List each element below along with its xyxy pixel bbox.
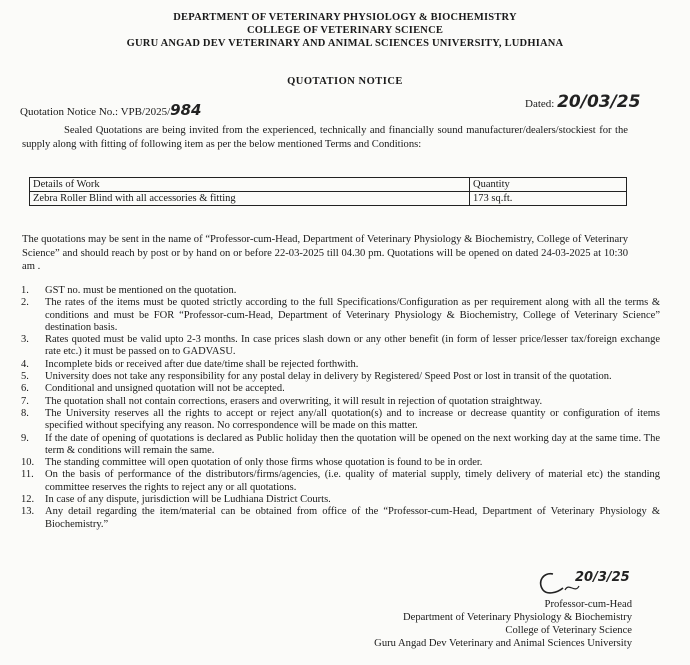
list-item [0,408,660,433]
signatory-university: Guru Angad Dev Veterinary and Animal Sciences University [374,638,632,649]
list-item [0,297,660,334]
term-number: 9. [21,432,29,444]
date-handwritten: 20/03/25 [557,92,641,112]
term-text: Incomplete bids or received after due date/time shall be rejected forthwith. [45,358,359,370]
term-number: 7. [21,395,29,407]
term-text: The standing committee will open quotation of only those firms whose quotation is found to be in order. [45,457,483,469]
table-cell: Zebra Roller Blind with all accessories & fitting [30,192,470,206]
work-details-table [29,177,627,206]
submission-paragraph: The quotations may be sent in the name of “Professor-cum-Head, Department of Veterinary Physiology & Biochemistry, College of Veterinary Science” and should reach by post or by hand on or before 22-03-2025 till 04.30 pm. Quotations will be opened on dated 24-03-2025 at 10:30 am . [22,234,628,273]
table-header-cell: Details of Work [30,178,470,192]
college-heading: COLLEGE OF VETERINARY SCIENCE [246,25,444,36]
intro-paragraph: Sealed Quotations are being invited from the experienced, technically and financially sound manufacturer/dealers/stockiest for the supply along with fitting of following item as per the below mentioned Terms and Conditions: [22,125,628,150]
term-number: 12. [21,494,35,506]
term-number: 10. [21,457,35,469]
term-text: Conditional and unsigned quotation will not be accepted. [45,383,285,395]
signatory-title: Professor-cum-Head [544,599,632,610]
term-text: In case of any dispute, jurisdiction will be Ludhiana District Courts. [45,494,331,506]
department-heading: DEPARTMENT OF VETERINARY PHYSIOLOGY & BIOCHEMISTRY [173,12,517,23]
list-item [0,371,660,383]
notice-title: QUOTATION NOTICE [287,76,403,87]
term-number: 13. [21,506,35,518]
notice-date [525,92,640,112]
term-text: The quotation shall not contain corrections, erasers and overwriting, it will result in rejection of quotation straightway. [45,395,543,407]
university-heading: GURU ANGAD DEV VETERINARY AND ANIMAL SCIENCES UNIVERSITY, LUDHIANA [126,38,564,49]
term-number: 3. [21,334,29,346]
term-text: Rates quoted must be valid upto 2-3 months. In case prices slash down or any other benefit (in form of lesser price/lesser tax/foreign exchange rate etc.) it must be passed on to GADVASU. [45,334,660,358]
list-item [0,494,660,506]
list-item [0,457,660,469]
table-header-cell: Quantity [470,178,627,192]
term-number: 1. [21,285,29,296]
term-text: University does not take any responsibility for any postal delay in delivery by Registered/ Speed Post or lost in transit of the quotation. [45,371,612,383]
table-header-row [30,178,627,192]
signatory-department: Department of Veterinary Physiology & Biochemistry [402,612,632,623]
list-item [0,396,660,408]
list-item [0,334,660,359]
list-item [0,506,660,531]
list-item [0,383,660,395]
term-number: 6. [21,383,29,395]
quotation-number-label: Quotation Notice No.: VPB/2025/ [20,106,171,118]
term-text: GST no. must be mentioned on the quotation. [45,285,237,296]
term-text: The University reserves all the rights to accept or reject any/all quotation(s) and to increase or decrease quantity or configuration of items specified without specifying any reason. No correspondence will be made on this matter. [45,407,660,432]
table-row [30,192,627,206]
term-text: Any detail regarding the item/material can be obtained from office of the “Professor-cum-Head, Department of Veterinary Physiology & Biochemistry.” [45,506,660,530]
term-text: On the basis of performance of the distributors/firms/agencies, (i.e. quality of material supply, timely delivery of material etc) the standing committee reserves the rights to reject any or all quotations. [45,469,660,493]
quotation-number [20,101,201,119]
list-item [0,285,660,297]
term-text: The rates of the items must be quoted strictly according to the full Specifications/Configuration as per requirement along with all the terms & conditions and must be FOR “Professor-cum-Head, Department of Veterinary Physiology & Biochemistry, College of Veterinary Science” destination basis. [45,297,660,333]
term-number: 5. [21,371,29,383]
terms-list [0,285,660,531]
list-item [0,433,660,458]
table-cell: 173 sq.ft. [470,192,627,206]
signature-date: 20/3/25 [575,570,630,585]
signatory-college: College of Veterinary Science [505,625,632,636]
term-text: If the date of opening of quotations is declared as Public holiday then the quotation will be opened on the next working day at the same time. The term & conditions will remain the same. [45,432,660,456]
term-number: 8. [21,407,29,419]
term-number: 2. [21,297,29,309]
date-label: Dated: [525,98,555,110]
list-item [0,469,660,494]
quotation-number-handwritten: 984 [170,101,202,119]
list-item [0,359,660,371]
term-number: 4. [21,358,29,370]
term-number: 11. [21,469,34,481]
